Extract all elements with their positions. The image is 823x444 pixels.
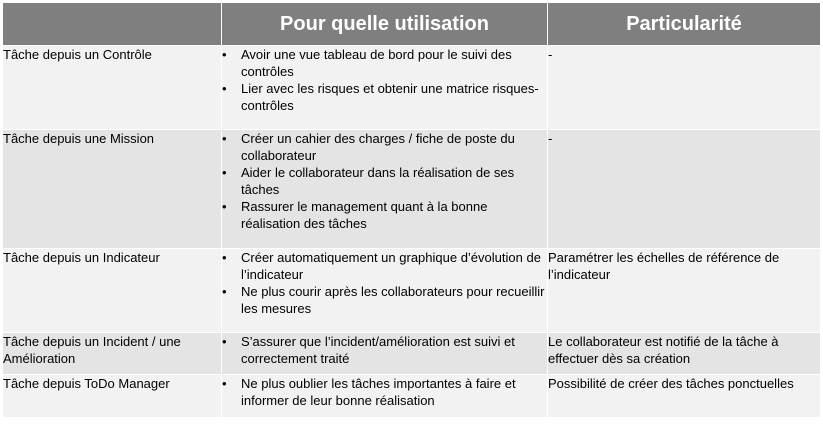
usage-item: • S’assurer que l’incident/amélioration est suivi et correctement traité <box>222 333 547 367</box>
particular-cell: Paramétrer les échelles de référence de l’indicateur <box>548 249 821 333</box>
table-row <box>3 333 821 375</box>
task-type-cell: Tâche depuis ToDo Manager <box>3 375 222 418</box>
usage-list <box>222 249 547 317</box>
table-row <box>3 130 821 249</box>
particular-cell: - <box>548 130 821 249</box>
usage-cell <box>222 130 548 249</box>
particular-cell: Le collaborateur est notifié de la tâche à effectuer dès sa création <box>548 333 821 375</box>
usage-cell <box>222 375 548 418</box>
usage-list <box>222 130 547 232</box>
task-type-cell: Tâche depuis un Incident / une Amélioration <box>3 333 222 375</box>
table-row <box>3 46 821 130</box>
usage-list <box>222 46 547 114</box>
header-type <box>3 3 222 46</box>
task-usage-table <box>2 2 821 418</box>
usage-item: • Créer automatiquement un graphique d’évolution de l’indicateur <box>222 249 547 283</box>
header-row <box>3 3 821 46</box>
usage-cell <box>222 249 548 333</box>
table-row <box>3 375 821 418</box>
usage-item: • Lier avec les risques et obtenir une matrice risques-contrôles <box>222 80 547 114</box>
usage-item: • Avoir une vue tableau de bord pour le suivi des contrôles <box>222 46 547 80</box>
task-type-cell: Tâche depuis un Indicateur <box>3 249 222 333</box>
usage-item: • Ne plus oublier les tâches importantes à faire et informer de leur bonne réalisation <box>222 375 547 409</box>
usage-item: • Aider le collaborateur dans la réalisation de ses tâches <box>222 164 547 198</box>
usage-list <box>222 333 547 367</box>
usage-item: • Rassurer le management quant à la bonne réalisation des tâches <box>222 198 547 232</box>
usage-item: • Ne plus courir après les collaborateurs pour recueillir les mesures <box>222 283 547 317</box>
particular-cell: - <box>548 46 821 130</box>
usage-cell <box>222 46 548 130</box>
usage-item: • Créer un cahier des charges / fiche de poste du collaborateur <box>222 130 547 164</box>
particular-cell: Possibilité de créer des tâches ponctuelles <box>548 375 821 418</box>
header-particular: Particularité <box>548 3 821 46</box>
task-type-cell: Tâche depuis une Mission <box>3 130 222 249</box>
header-usage: Pour quelle utilisation <box>222 3 548 46</box>
usage-list <box>222 375 547 409</box>
task-type-cell: Tâche depuis un Contrôle <box>3 46 222 130</box>
table-row <box>3 249 821 333</box>
usage-cell <box>222 333 548 375</box>
